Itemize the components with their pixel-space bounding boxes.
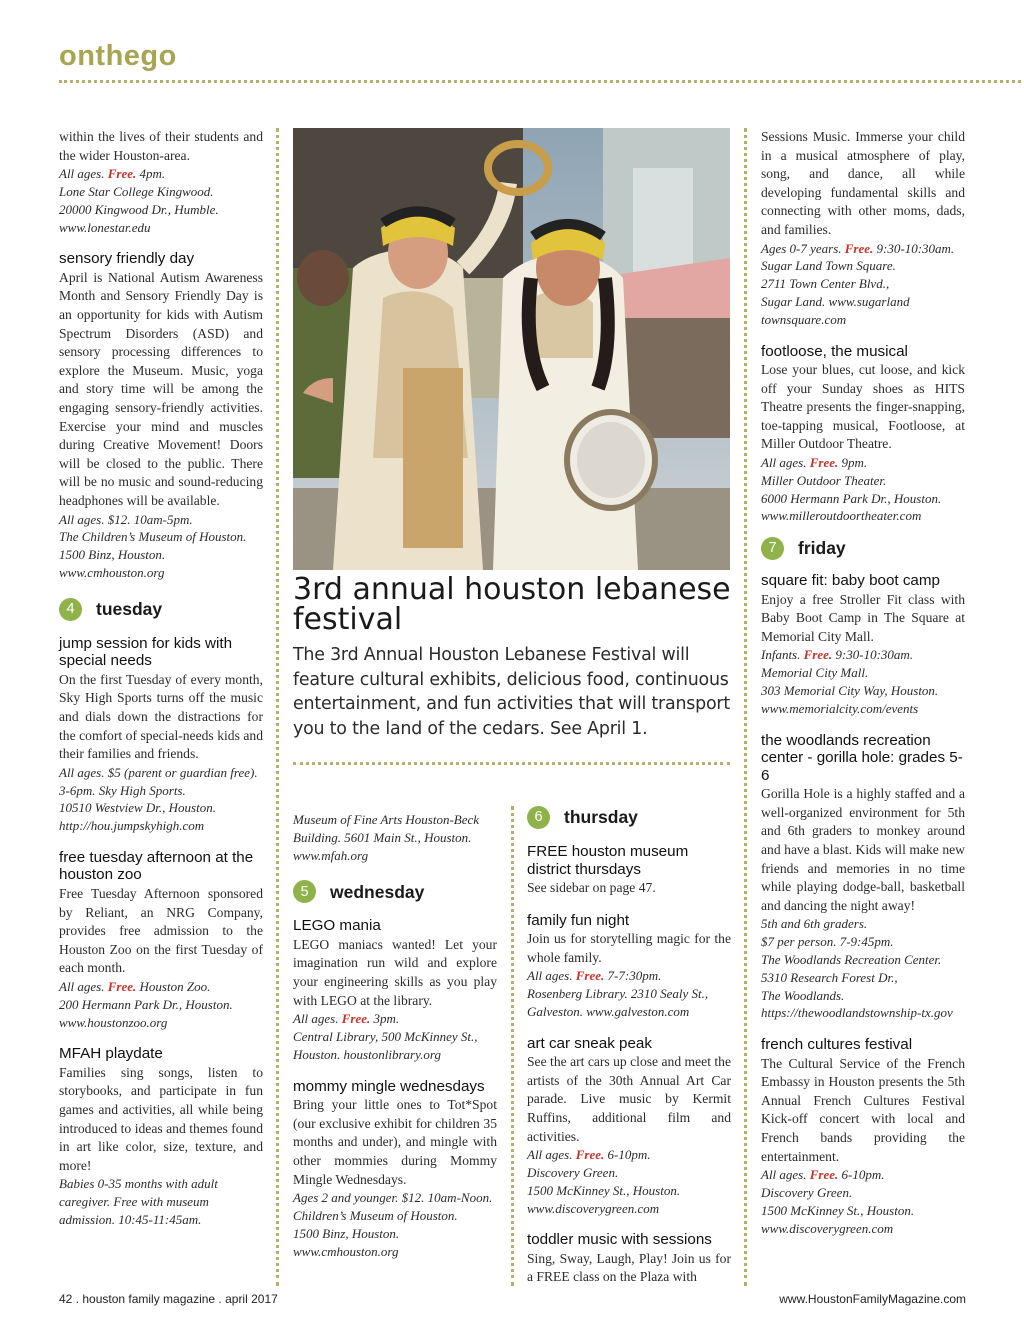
detail-line: All ages. Free. 3pm. — [293, 1011, 400, 1027]
detail-line: Galveston. www.galveston.com — [527, 1003, 690, 1019]
detail-line: 3-6pm. Sky High Sports. — [59, 782, 186, 798]
event-title: french cultures festival — [761, 1036, 913, 1054]
event-details — [59, 511, 263, 582]
detail-line: 20000 Kingwood Dr., Humble. — [59, 201, 219, 217]
detail-line: www.discoverygreen.com — [527, 1200, 660, 1216]
day-name: wednesday — [330, 881, 425, 902]
detail-line: https://thewoodlandstownship-tx.gov — [761, 1005, 953, 1021]
day-number-badge: 5 — [293, 880, 316, 903]
day-heading — [59, 598, 263, 621]
day-heading — [761, 537, 965, 560]
event-details — [761, 1166, 965, 1237]
festival-photo-illustration — [293, 128, 730, 570]
event-body: Sessions Music. Immerse your child in a musical atmosphere of play, song, and dance, all while developing fundamental skills and connecting with other moms, dads, and families. — [761, 129, 965, 237]
footer-website: www.HoustonFamilyMagazine.com — [779, 1292, 966, 1306]
detail-line: Museum of Fine Arts Houston-Beck — [293, 812, 480, 827]
event-details — [761, 646, 965, 717]
event-title: art car sneak peak — [527, 1034, 652, 1052]
event-title: footloose, the musical — [761, 342, 908, 360]
event-details — [761, 915, 965, 1022]
detail-line: Memorial City Mall. — [761, 665, 869, 681]
detail-line: $7 per person. 7-9:45pm. — [761, 934, 894, 950]
day-name: tuesday — [96, 598, 163, 619]
detail-line: Babies 0-35 months with adult — [59, 1176, 218, 1192]
detail-line: www.cmhouston.org — [59, 564, 165, 580]
detail-line: http://hou.jumpskyhigh.com — [59, 818, 205, 834]
day-name: thursday — [564, 807, 638, 828]
column-2 — [293, 811, 497, 1260]
event-body: On the first Tuesday of every month, Sky High Sports turns off the music and dials down the distractions for the comfort of special-needs kids and their families and friends. — [59, 671, 263, 762]
event-title: sensory friendly day — [59, 250, 195, 268]
detail-line: The Woodlands Recreation Center. — [761, 951, 942, 967]
detail-line: admission. 10:45-11:45am. — [59, 1211, 202, 1227]
detail-line: All ages. Free. 6-10pm. — [527, 1147, 651, 1163]
detail-line: Houston. houstonlibrary.org — [293, 1046, 441, 1062]
free-label: Free. — [809, 455, 839, 471]
column-4 — [761, 128, 965, 1237]
event-body: Families sing songs, listen to storybooks, and participate in fun games and activities, all while being introduced to ideas and themes found in art like color, size, texture, and more! — [59, 1064, 263, 1173]
column-divider — [744, 128, 747, 1286]
detail-line: Miller Outdoor Theater. — [761, 472, 887, 488]
event-body: within the lives of their students and the wider Houston-area. — [59, 129, 263, 163]
free-label: Free. — [341, 1011, 371, 1027]
event-body: LEGO maniacs wanted! Let your imagination run wild and explore your engineering skills as you play with LEGO at the library. — [293, 936, 497, 1008]
event-body: Bring your little ones to Tot*Spot (our exclusive exhibit for children 35 months and under), and mingle with other mommies during Mommy Mingle Wednesdays. — [293, 1097, 497, 1187]
free-label: Free. — [803, 647, 833, 663]
detail-line: www.mfah.org — [293, 847, 369, 863]
detail-line: All ages. $12. 10am-5pm. — [59, 511, 193, 527]
header-divider — [59, 80, 1021, 83]
event-details — [761, 240, 965, 329]
detail-line: www.memorialcity.com/events — [761, 700, 919, 716]
detail-line: www.houstonzoo.org — [59, 1014, 168, 1030]
event-body: Enjoy a free Stroller Fit class with Baby Boot Camp in The Square at Memorial City Mall. — [761, 591, 965, 644]
detail-line: Ages 0-7 years. Free. 9:30-10:30am. — [761, 240, 955, 256]
event-body: See the art cars up close and meet the artists of the 30th Annual Art Car parade. Live music by Kermit Ruffins, additional film and activities. — [527, 1054, 731, 1144]
detail-line: 5310 Research Forest Dr., — [761, 969, 898, 985]
event-details — [59, 165, 263, 236]
event-body: April is National Autism Awareness Month and Sensory Friendly Day is an opportunity for kids with Autism Spectrum Disorders (ASD) and sensory processing differences to explore the Museum. Music, yoga and story time will be among the engaging sensory-friendly activities. Exercise your mind and muscles during Creative Movement! Doors will be closed to the public. There will be no music and sound-reducing headphones will be available. — [59, 269, 263, 508]
detail-line: 10510 Westview Dr., Houston. — [59, 800, 216, 816]
event-title: square fit: baby boot camp — [761, 572, 940, 590]
event-details — [527, 1146, 731, 1217]
detail-line: Sugar Land Town Square. — [761, 258, 896, 274]
event-title: jump session for kids with special needs — [59, 634, 233, 670]
detail-line: Ages 2 and younger. $12. 10am-Noon. — [293, 1190, 493, 1206]
column-divider — [276, 128, 279, 1286]
feature-title: 3rd annual houston lebanese festival — [293, 572, 731, 637]
detail-line: caregiver. Free with museum — [59, 1194, 209, 1210]
detail-line: All ages. $5 (parent or guardian free). — [59, 764, 258, 780]
section-logo: onthego — [59, 40, 177, 72]
day-number-badge: 4 — [59, 598, 82, 621]
detail-line: Sugar Land. www.sugarland — [761, 293, 910, 309]
detail-line: 200 Hermann Park Dr., Houston. — [59, 996, 233, 1012]
detail-line: All ages. Free. 6-10pm. — [761, 1167, 885, 1183]
free-label: Free. — [575, 968, 605, 984]
event-details — [59, 1175, 263, 1228]
detail-line: Children’s Museum of Houston. — [293, 1207, 458, 1223]
detail-line: www.milleroutdoortheater.com — [761, 508, 922, 524]
event-details — [59, 764, 263, 835]
detail-line: The Woodlands. — [761, 987, 845, 1003]
detail-line: Rosenberg Library. 2310 Sealy St., — [527, 986, 709, 1002]
detail-line: Discovery Green. — [527, 1164, 619, 1180]
detail-line: 5th and 6th graders. — [761, 916, 868, 932]
event-body: Sing, Sway, Laugh, Play! Join us for a FREE class on the Plaza with — [527, 1250, 731, 1285]
detail-line: Building. 5601 Main St., Houston. — [293, 829, 472, 845]
day-name: friday — [798, 538, 846, 559]
free-label: Free. — [107, 166, 137, 182]
column-1 — [59, 128, 263, 1229]
free-label: Free. — [844, 240, 874, 256]
event-title: free tuesday afternoon at the houston zoo — [59, 848, 254, 884]
festival-photo — [293, 128, 730, 570]
detail-line: www.cmhouston.org — [293, 1243, 399, 1259]
footer-page-info: 42 . houston family magazine . april 2017 — [59, 1292, 278, 1306]
event-body: Gorilla Hole is a highly staffed and a well-organized environment for 5th and 6th graders to monkey around and have a blast. Kids will make new friends and memories in no time while playing dodge-ball, basketball and dancing the night away! — [761, 786, 965, 913]
detail-line: 1500 McKinney St., Houston. — [527, 1182, 681, 1198]
detail-line: Infants. Free. 9:30-10:30am. — [761, 647, 914, 663]
detail-line: All ages. Free. 7-7:30pm. — [527, 968, 662, 984]
detail-line: All ages. Free. 4pm. — [59, 166, 166, 182]
event-body: Lose your blues, cut loose, and kick off your Sunday shoes as HITS Theatre presents the finger-snapping, toe-tapping musical, Footloose, at Miller Outdoor Theatre. — [761, 362, 965, 452]
event-title: mommy mingle wednesdays — [293, 1077, 485, 1095]
detail-line: www.lonestar.edu — [59, 219, 151, 235]
detail-line: Lone Star College Kingwood. — [59, 183, 214, 199]
column-divider — [511, 806, 514, 1286]
detail-line: Central Library, 500 McKinney St., — [293, 1029, 478, 1045]
event-details — [293, 811, 497, 864]
detail-line: 6000 Hermann Park Dr., Houston. — [761, 490, 942, 506]
detail-line: The Children’s Museum of Houston. — [59, 529, 247, 545]
event-body: Free Tuesday Afternoon sponsored by Reliant, an NRG Company, provides free admission to the Houston Zoo on the first Tuesday of each month. — [59, 885, 263, 976]
free-label: Free. — [575, 1147, 605, 1163]
detail-line: Discovery Green. — [761, 1184, 853, 1200]
day-heading — [527, 806, 731, 829]
day-number-badge: 7 — [761, 537, 784, 560]
event-details — [527, 967, 731, 1020]
detail-line: townsquare.com — [761, 311, 847, 327]
event-details — [293, 1010, 497, 1063]
feature-body: The 3rd Annual Houston Lebanese Festival will feature cultural exhibits, delicious food, continuous entertainment, and fun activities that will transport you to the land of the cedars. See April 1. — [293, 645, 730, 739]
event-title: the woodlands recreation center - gorilla hole: grades 5-6 — [761, 731, 963, 784]
event-details — [293, 1189, 497, 1260]
free-label: Free. — [809, 1167, 839, 1183]
event-details — [59, 978, 263, 1031]
detail-line: 1500 Binz, Houston. — [293, 1225, 400, 1241]
event-body: Join us for storytelling magic for the whole family. — [527, 931, 731, 965]
event-title: toddler music with sessions — [527, 1231, 712, 1249]
event-title: FREE houston museum district thursdays — [527, 843, 689, 878]
column-3 — [527, 792, 731, 1287]
feature-divider — [293, 762, 730, 765]
detail-line: 1500 Binz, Houston. — [59, 547, 166, 563]
detail-line: www.discoverygreen.com — [761, 1220, 894, 1236]
day-number-badge: 6 — [527, 806, 550, 829]
event-title: MFAH playdate — [59, 1045, 163, 1063]
detail-line: 1500 McKinney St., Houston. — [761, 1202, 915, 1218]
detail-line: All ages. Free. 9pm. — [761, 455, 868, 471]
event-body: The Cultural Service of the French Embassy in Houston presents the 5th Annual French Cultures Festival Kick-off concert with local and French bands providing the entertainment. — [761, 1055, 965, 1164]
free-label: Free. — [107, 978, 137, 994]
detail-line: 303 Memorial City Way, Houston. — [761, 683, 939, 699]
event-title: family fun night — [527, 911, 630, 929]
detail-line: 2711 Town Center Blvd., — [761, 276, 890, 292]
event-body: See sidebar on page 47. — [527, 880, 656, 895]
event-title: LEGO mania — [293, 917, 381, 935]
day-heading — [293, 880, 497, 903]
event-details — [761, 454, 965, 525]
detail-line: All ages. Free. Houston Zoo. — [59, 978, 211, 994]
